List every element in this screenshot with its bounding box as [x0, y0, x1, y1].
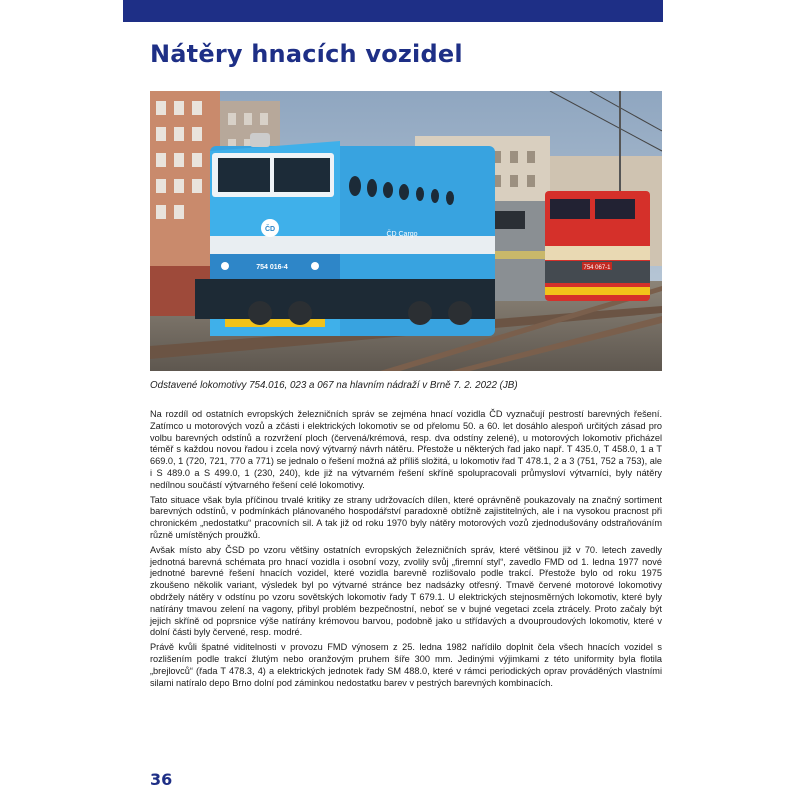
page-title: Nátěry hnacích vozidel — [150, 40, 463, 68]
paragraph: Avšak místo aby ČSD po vzoru většiny ostatních evropských železničních správ, které většinou již v 70. letech zavedly jednotná barevná schémata pro hnací vozidla i osobní vozy, zvolily svůj „firemní styl“, zavedlo FMD od 1. ledna 1977 nové jednotné barevné řešení hnacích vozidel, které vozidla barevně rozlišovalo podle trakcí. Přestože bylo od roku 1975 zkoušeno několik variant, výsledek byl po výtvarné stránce bez nadsázky otřesný. Tmavě červené motorové lokomotivy obdržely nátěry v odstínu po vzoru sovětských lokomotiv řady T 679.1. U elektrických stejnosměrných lokomotiv, které byly natírány tmavou zelení na vagony, přibyl problém bezpečnostní, neboť se v bujné vegetaci zcela ztrácely. Proto začaly být jejich skříně od poprsnice výše natírány krémovou barvou, podobně jako u střídavých a dvouproudových lokomotiv, které v dolní části byly červené, resp. modré. — [150, 544, 662, 638]
cd-logo: ČD — [264, 226, 276, 233]
brand-text: ČD Cargo — [386, 231, 418, 238]
article-body — [150, 409, 662, 692]
paragraph: Tato situace však byla příčinou trvalé kritiky ze strany udržovacích dílen, které oprávněně poukazovaly na značný sortiment barevných odstínů, v podmínkách plánovaného hospodářství paradoxně obtížně zajistitelných, ale i na vysokou pracnost při chronickém „nedostatku“ pracovních sil. A tak již od roku 1970 byly nátěry motorových vozů zjednodušovány odstraňováním různě umístěných proužků. — [150, 494, 662, 540]
photo-caption: Odstavené lokomotivy 754.016, 023 a 067 na hlavním nádraží v Brně 7. 2. 2022 (JB) — [150, 380, 518, 391]
paragraph: Právě kvůli špatné viditelnosti v provozu FMD výnosem z 25. ledna 1982 nařídilo doplnit čela všech hnacích vozidel s rozlišením podle trakcí žlutým nebo oranžovým pruhem šíře 300 mm. Jedinými výjimkami z této uniformity byla flotila „brejlovců“ (řada T 478.3, 4) a elektrických jednotek řady SM 488.0, které v rámci periodických oprav prováděných vlastními silami natíralo depo Brno dolní pod záminkou nedostatku barev v pestrých barevných kombinacích. — [150, 642, 662, 688]
locomotive-photo — [150, 91, 662, 371]
header-bar — [123, 0, 663, 22]
paragraph: Na rozdíl od ostatních evropských železničních správ se zejména hnací vozidla ČD vyznačují pestrostí barevných řešení. Zatímco u motorových vozů a zčásti i elektrických lokomotiv se od přelomu 50. a 60. let dosáhlo alespoň určitých zásad pro volbu barevných odstínů a rozvržení ploch (červená/krémová, resp. dva odstíny zelené), u motorových lokomotiv přicházel téměř s každou novou řadou i zcela nový výtvarný návrh nátěru. Přestože u některých řad jako např. T 435.0, T 458.0, 1 a T 669.0, 1 (720, 721, 770 a 771) se jednalo o řešení možná až příliš složitá, u lokomotiv řad T 478.1, 2 a 3 (751, 752 a 753), ale i S 489.0 a S 499.0, 1 (230, 240), kde již na výtvarném řešení skříně spolupracovali průmysloví výtvarníci, byly nátěry nedílnou součástí výtvarného řešení celé lokomotivy. — [150, 409, 662, 490]
loco-number-right: 754 067-1 — [583, 265, 611, 271]
page-number: 36 — [150, 770, 173, 789]
loco-number-left: 754 016-4 — [256, 264, 288, 271]
